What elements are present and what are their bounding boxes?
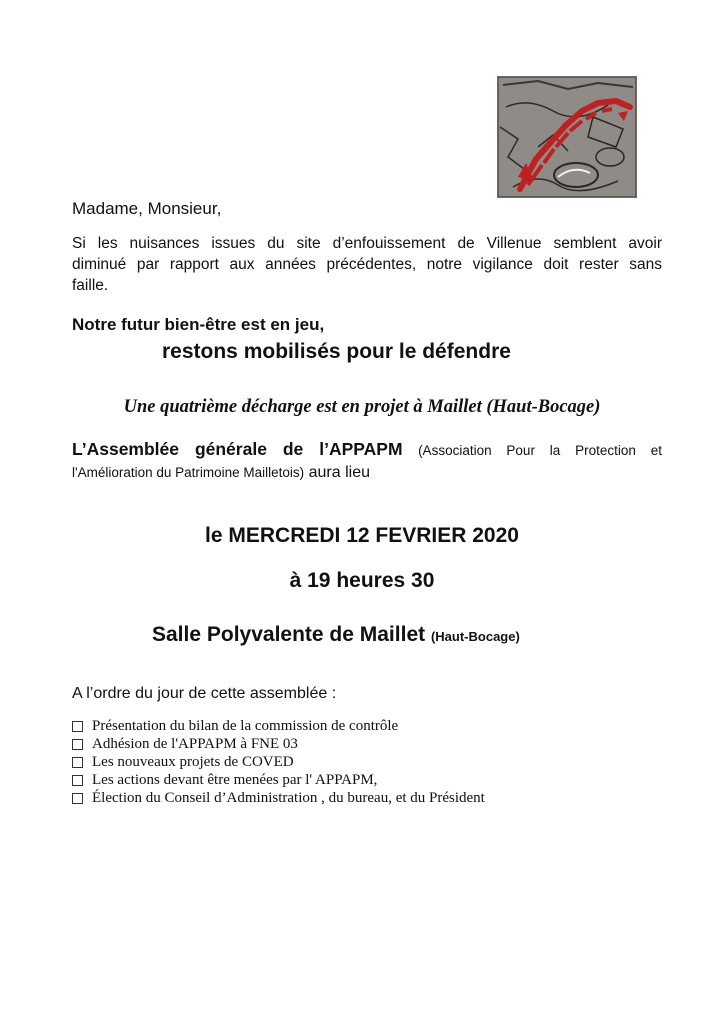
headline-line-1: Notre futur bien-être est en jeu, (72, 315, 325, 334)
association-name-part-1: (Association Pour la Protection et (418, 443, 662, 458)
checkbox-icon (72, 793, 83, 804)
checkbox-icon (72, 775, 83, 786)
agenda-item-text: Présentation du bilan de la commission de contrôle (92, 718, 399, 734)
association-name-part-2: l'Amélioration du Patrimoine Mailletois) (72, 465, 305, 480)
intro-line-2: diminué par rapport aux années précédentes, notre vigilance doit rester sans (72, 256, 662, 273)
project-notice: Une quatrième décharge est en projet à Maillet (Haut-Bocage) (123, 397, 601, 417)
agenda-title: A l’ordre du jour de cette assemblée : (72, 685, 337, 702)
venue-locality: (Haut-Bocage) (430, 629, 520, 644)
agenda-item (72, 771, 485, 789)
agenda-item-text: Adhésion de l'APPAPM à FNE 03 (92, 736, 298, 752)
venue-name: Salle Polyvalente de Maillet (152, 623, 426, 646)
assembly-line-2 (72, 462, 662, 484)
assembly-tail: aura lieu (308, 464, 370, 481)
salutation: Madame, Monsieur, (72, 199, 222, 218)
agenda-item (72, 753, 485, 771)
intro-line-1: Si les nuisances issues du site d’enfouissement de Villenue semblent avoir (72, 235, 662, 252)
agenda-item-text: Les actions devant être menées par l' APPAPM, (92, 772, 378, 788)
agenda-item-text: Les nouveaux projets de COVED (92, 754, 294, 770)
assembly-lead: L’Assemblée générale de l’APPAPM (72, 439, 403, 459)
event-venue (152, 623, 520, 647)
event-date: le MERCREDI 12 FEVRIER 2020 (205, 524, 519, 547)
association-logo (497, 76, 637, 198)
agenda-list (72, 717, 485, 807)
intro-line-3: faille. (72, 277, 109, 294)
agenda-item (72, 789, 485, 807)
agenda-item-text: Élection du Conseil d’Administration , du bureau, et du Président (92, 790, 485, 806)
assembly-announcement (72, 438, 662, 484)
agenda-item (72, 717, 485, 735)
assembly-line-1 (72, 438, 662, 462)
checkbox-icon (72, 721, 83, 732)
agenda-item (72, 735, 485, 753)
logo-illustration (498, 77, 636, 197)
intro-paragraph (72, 233, 662, 296)
checkbox-icon (72, 739, 83, 750)
event-time: à 19 heures 30 (289, 569, 435, 592)
headline-line-2: restons mobilisés pour le défendre (162, 340, 511, 363)
checkbox-icon (72, 757, 83, 768)
